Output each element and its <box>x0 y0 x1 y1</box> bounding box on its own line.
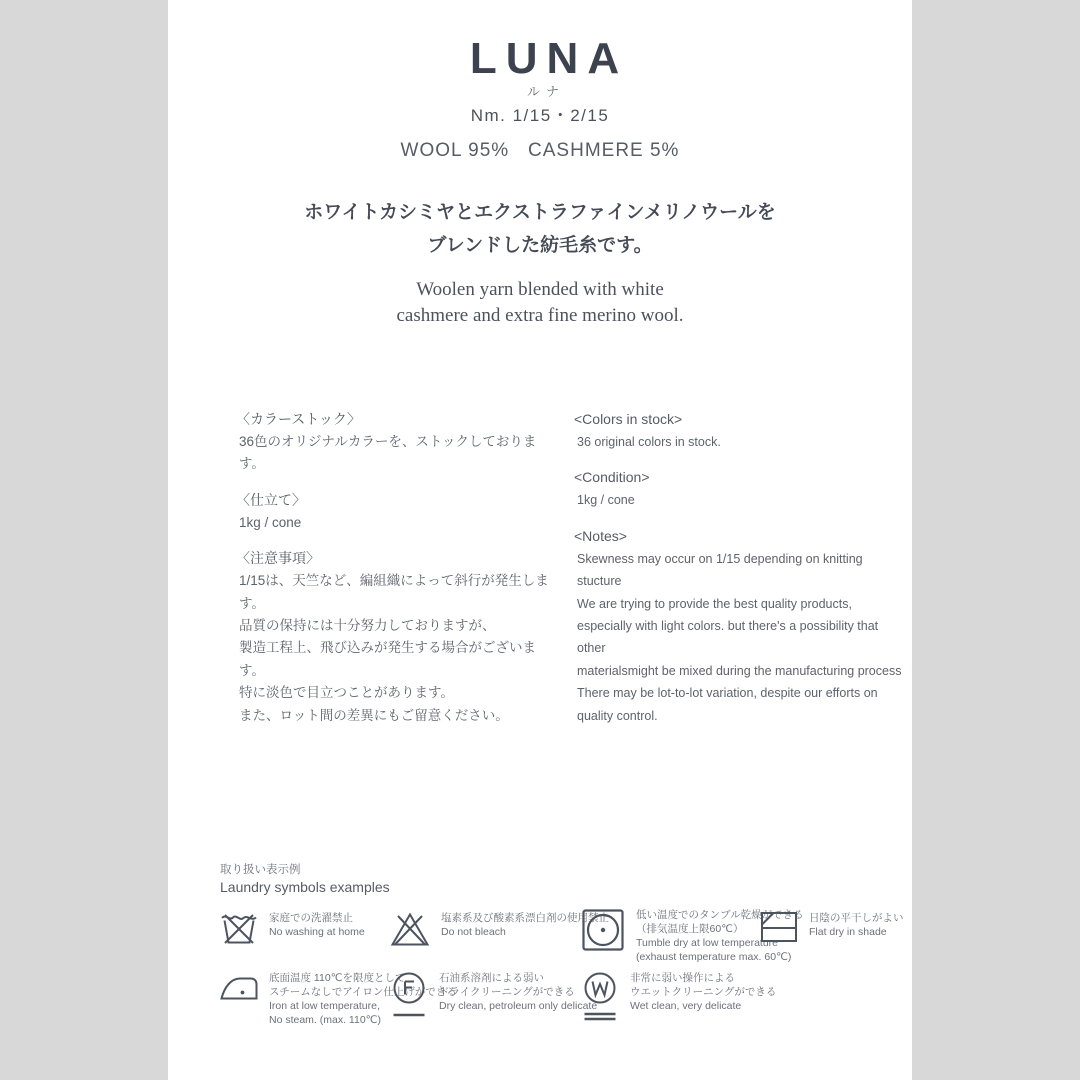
spec-line: 品質の保持には十分努力しておりますが、 <box>239 618 496 634</box>
spec-line: We are trying to provide the best quality products, <box>577 596 852 611</box>
spec-heading: 〈注意事項〉 <box>236 550 320 567</box>
dry-clean-petroleum-icon <box>390 971 428 1019</box>
laundry-symbol-caption <box>630 971 776 1013</box>
laundry-symbol-do-not-bleach <box>390 911 609 947</box>
product-title-kana: ルナ <box>526 84 565 99</box>
caption-jp-line: 底面温度 110℃を限度として <box>269 972 406 984</box>
spec-section-color-stock-jp <box>236 408 556 476</box>
caption-en-line: No steam. (max. 110℃) <box>269 1014 381 1026</box>
spec-line: 1kg / cone <box>577 493 635 508</box>
description-jp-line: ブレンドした紡毛糸です。 <box>427 235 653 256</box>
laundry-symbol-caption <box>439 971 597 1013</box>
spec-section-condition-en <box>574 466 910 511</box>
fiber-composition: WOOL 95% CASHMERE 5% <box>400 140 680 161</box>
spec-heading: <Condition> <box>574 469 650 486</box>
caption-jp-line: 家庭での洗濯禁止 <box>269 912 353 924</box>
caption-jp-line: 石油系溶剤による弱い <box>439 972 544 984</box>
spec-line: 特に淡色で目立つことがあります。 <box>239 685 454 701</box>
laundry-symbol-caption <box>809 911 904 939</box>
caption-jp-line: 日陰の平干しがよい <box>809 912 904 924</box>
do-not-bleach-icon <box>390 911 430 947</box>
spec-heading: 〈カラーストック〉 <box>236 411 361 427</box>
laundry-symbol-caption <box>269 911 365 939</box>
caption-en-line: Wet clean, very delicate <box>630 1000 742 1012</box>
spec-heading: <Colors in stock> <box>574 411 683 427</box>
caption-jp-line: 非常に弱い操作による <box>630 972 735 984</box>
description-english <box>168 277 912 329</box>
caption-en-line: Flat dry in shade <box>809 926 887 938</box>
laundry-symbol-wet-clean <box>581 971 776 1023</box>
spec-line: 製造工程上、飛び込みが発生する場合がございます。 <box>239 640 536 678</box>
spec-section-notes-en <box>574 525 910 727</box>
caption-jp-line: スチームなしでアイロン仕上げができる <box>269 986 457 998</box>
spec-heading: <Notes> <box>574 527 627 544</box>
flat-dry-in-shade-icon <box>760 911 798 943</box>
spec-line: また、ロット間の差異にもご留意ください。 <box>239 707 509 723</box>
caption-en-line: Tumble dry at low temperature <box>636 937 779 949</box>
spec-line: Skewness may occur on 1/15 depending on knitting stucture <box>577 551 863 589</box>
tumble-dry-low-icon <box>581 908 625 952</box>
spec-column-japanese <box>236 408 556 740</box>
caption-en-line: (exhaust temperature max. 60℃) <box>636 951 792 963</box>
description-japanese <box>168 196 912 262</box>
caption-jp-line: ドライクリーニングができる <box>439 986 575 998</box>
product-title: LUNA <box>469 34 629 83</box>
laundry-heading-japanese: 取り扱い表示例 <box>220 864 301 876</box>
laundry-symbol-flat-dry-in-shade <box>760 911 904 943</box>
description-en-line: Woolen yarn blended with white <box>416 279 664 300</box>
laundry-symbol-dry-clean-petroleum <box>390 971 597 1019</box>
spec-line: especially with light colors. but there's a possibility that other <box>577 619 879 656</box>
caption-en-line: Do not bleach <box>441 926 506 938</box>
iron-low-icon <box>220 971 258 1001</box>
laundry-symbol-no-washing <box>220 911 365 945</box>
yarn-count: Nm. 1/15・2/15 <box>470 106 610 125</box>
spec-line: 1kg / cone <box>239 514 302 530</box>
caption-jp-line: （排気温度上限60℃） <box>636 923 744 935</box>
caption-en-line: No washing at home <box>269 926 365 938</box>
description-jp-line: ホワイトカシミヤとエクストラファインメリノウールを <box>304 202 776 223</box>
spec-line: materialsmight be mixed during the manufacturing process <box>577 663 902 678</box>
spec-section-notes-jp <box>236 547 556 727</box>
spec-line: 36色のオリジナルカラーを、ストックしております。 <box>239 434 537 472</box>
spec-line: 1/15は、天竺など、編組織によって斜行が発生します。 <box>239 573 549 611</box>
spec-section-color-stock-en <box>574 408 910 453</box>
caption-en-line: Iron at low temperature, <box>269 1000 380 1012</box>
spec-column-english <box>574 408 910 740</box>
caption-jp-line: 塩素系及び酸素系漂白剤の使用禁止 <box>441 912 609 924</box>
caption-jp-line: ウエットクリーニングができる <box>630 986 777 998</box>
spec-heading: 〈仕立て〉 <box>236 491 306 508</box>
spec-line: There may be lot-to-lot variation, despite our efforts on quality control. <box>577 686 878 723</box>
caption-jp-line: 低い温度でのタンブル乾燥ができる <box>636 909 804 921</box>
wet-clean-icon <box>581 971 619 1023</box>
caption-en-line: Dry clean, petroleum only delicate <box>439 1000 598 1012</box>
laundry-heading-english: Laundry symbols examples <box>220 879 390 895</box>
no-washing-icon <box>220 911 258 945</box>
spec-line: 36 original colors in stock. <box>577 435 721 449</box>
spec-section-condition-jp <box>236 489 556 534</box>
document-page <box>168 0 912 1080</box>
description-en-line: cashmere and extra fine merino wool. <box>396 305 684 326</box>
